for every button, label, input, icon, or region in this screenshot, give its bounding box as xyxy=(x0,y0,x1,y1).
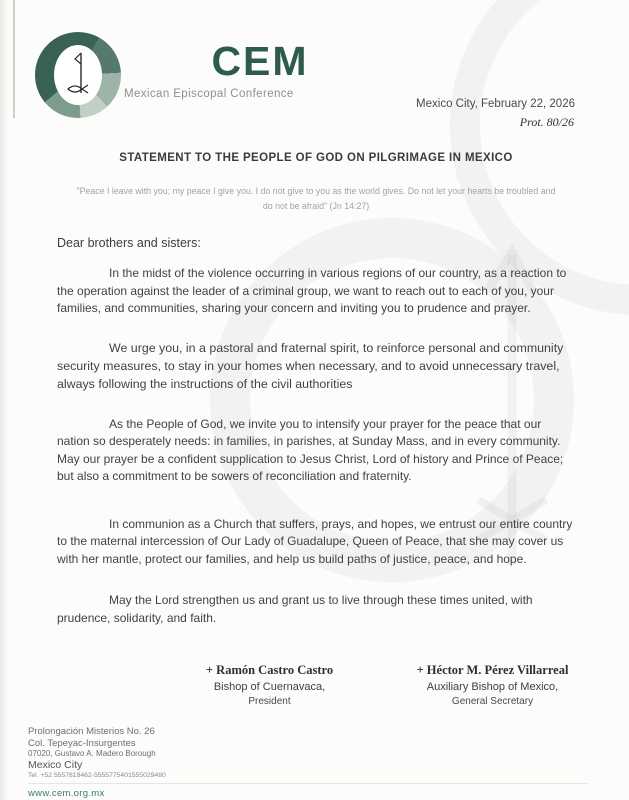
signatory-name: + Ramón Castro Castro xyxy=(205,663,334,677)
signature-president xyxy=(187,663,352,707)
signatory-role: Auxiliary Bishop of Mexico, xyxy=(426,681,559,693)
cem-logo-icon xyxy=(35,32,121,118)
paragraph-4: In communion as a Church that suffers, prays, and hopes, we entrust our entire country to the maternal intercession of Our Lady of Guadalupe, Queen of Peace, that she may cover us with her mantle, protect our families, and help us build paths of justice, peace, and hope. xyxy=(57,516,573,566)
footer-divider xyxy=(28,783,588,784)
signatory-name: + Héctor M. Pérez Villarreal xyxy=(416,663,569,677)
epigraph-line-2: do not be afraid" (Jn 14:27) xyxy=(262,201,370,211)
letterhead-footer xyxy=(28,726,448,799)
website-url: www.cem.org.mx xyxy=(28,788,105,799)
paragraph-3: As the People of God, we invite you to intensify your prayer for the peace that our nation so desperately needs: in families, in parishes, at Sunday Mass, and in every community. May our prayer be a confident supplication to Jesus Christ, Lord of history and Prince of Peace; but also a commitment to be sowers of reconciliation and fraternity. xyxy=(57,416,564,483)
signature-general-secretary xyxy=(410,663,575,707)
phone-line: Tel. +52 5557818462-5555775401555029480 xyxy=(28,772,166,779)
signatory-title: President xyxy=(248,696,291,707)
paragraph-2: We urge you, in a pastoral and fraternal spirit, to reinforce personal and community security measures, to stay in your homes when necessary, and to avoid unnecessary travel, always following the instructions of the civil authorities xyxy=(57,340,564,391)
salutation: Dear brothers and sisters: xyxy=(57,236,201,250)
address-city: Mexico City xyxy=(28,759,83,771)
address-borough: 07020, Gustavo A. Madero Borough xyxy=(28,749,156,758)
address-neighborhood: Col. Tepeyac-Insurgentes xyxy=(28,737,136,749)
letterhead xyxy=(0,0,629,140)
letter-body xyxy=(0,152,629,707)
brand-wordmark: CEM xyxy=(211,38,309,84)
epigraph-line-1: "Peace I leave with you; my peace I give you. I do not give to you as the world gives. Do not let your hearts be troubled and xyxy=(76,186,556,196)
paragraph-1: In the midst of the violence occurring in various regions of our country, as a reaction to the operation against the leader of a criminal group, we want to reach out to each of you, your families, and communities, sharing your concern and inviting you to prudence and prayer. xyxy=(57,266,567,315)
paragraph-5: May the Lord strengthen us and grant us to live through these times united, with prudence, solidarity, and faith. xyxy=(57,593,533,625)
signatory-title: General Secretary xyxy=(451,696,534,707)
brand-subtitle: Mexican Episcopal Conference xyxy=(124,88,294,100)
epigraph-quote xyxy=(64,184,569,214)
signatory-role: Bishop of Cuernavaca, xyxy=(213,681,326,693)
protocol-number: Prot. 80/26 xyxy=(519,115,574,129)
address-street: Prolongación Misterios No. 26 xyxy=(28,726,155,737)
date-line: Mexico City, February 22, 2026 xyxy=(416,98,575,110)
crozier-fish-icon xyxy=(54,45,102,105)
document-title: STATEMENT TO THE PEOPLE OF GOD ON PILGRIMAGE IN MEXICO xyxy=(119,152,513,164)
signature-row xyxy=(187,663,575,707)
